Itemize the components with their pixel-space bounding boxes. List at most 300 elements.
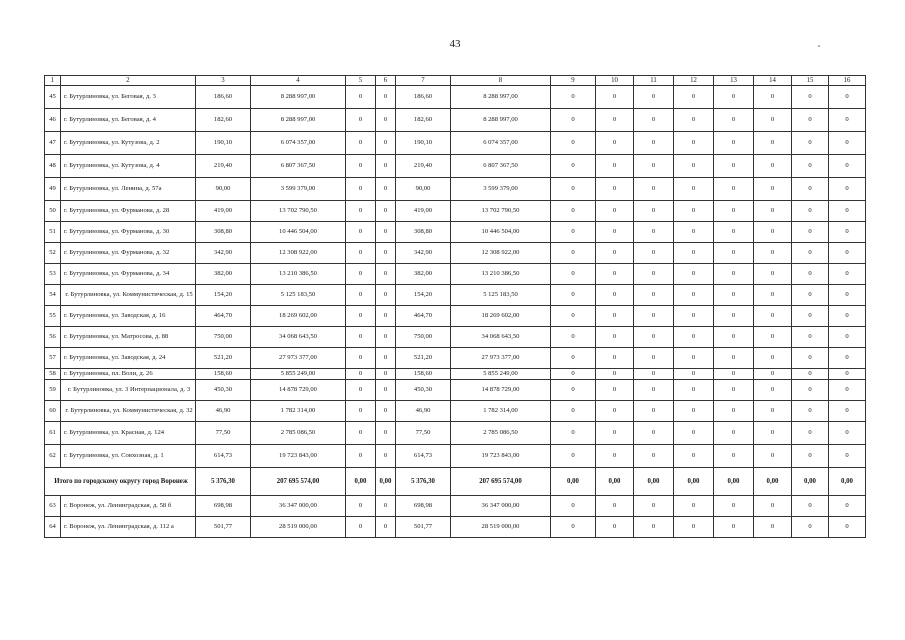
cost-col8-cell: 36 347 000,00 bbox=[451, 496, 551, 517]
col5-cell: 0 bbox=[346, 222, 376, 243]
row-number-cell: 51 bbox=[45, 222, 61, 243]
col5-cell: 0 bbox=[346, 243, 376, 264]
total-area-cell: 450,30 bbox=[196, 380, 251, 401]
total-cost-cell: 5 125 183,50 bbox=[251, 285, 346, 306]
cost-col8-cell: 13 210 386,50 bbox=[451, 264, 551, 285]
col14-cell: 0 bbox=[754, 445, 792, 468]
col13-cell: 0 bbox=[714, 285, 754, 306]
address-cell: г. Воронеж, ул. Ленинградская, д. 112 а bbox=[61, 517, 196, 538]
address-cell: г. Воронеж, ул. Ленинградская, д. 58 б bbox=[61, 496, 196, 517]
col16-cell: 0 bbox=[829, 222, 866, 243]
col11-cell: 0 bbox=[634, 445, 674, 468]
area-col7-cell: 154,20 bbox=[396, 285, 451, 306]
col6-cell: 0 bbox=[376, 327, 396, 348]
col13-cell: 0 bbox=[714, 222, 754, 243]
col14-cell: 0 bbox=[754, 517, 792, 538]
area-col7-cell: 190,10 bbox=[396, 132, 451, 155]
address-cell: г. Бутурлиновка, ул. Беговая, д. 3 bbox=[61, 86, 196, 109]
col11-cell: 0 bbox=[634, 86, 674, 109]
col5-cell: 0 bbox=[346, 422, 376, 445]
column-number-2: 2 bbox=[61, 76, 196, 86]
col15-cell: 0 bbox=[792, 222, 829, 243]
col14-cell: 0 bbox=[754, 264, 792, 285]
row-number-cell: 57 bbox=[45, 348, 61, 369]
col13-cell: 0 bbox=[714, 201, 754, 222]
col12-cell: 0 bbox=[674, 348, 714, 369]
col16-cell: 0 bbox=[829, 517, 866, 538]
col15-cell: 0 bbox=[792, 327, 829, 348]
col10-cell: 0 bbox=[596, 517, 634, 538]
col10-cell: 0 bbox=[596, 132, 634, 155]
col6-cell: 0 bbox=[376, 285, 396, 306]
row-number-cell: 54 bbox=[45, 285, 61, 306]
column-number-13: 13 bbox=[714, 76, 754, 86]
row-number-cell: 60 bbox=[45, 401, 61, 422]
col11-cell: 0 bbox=[634, 348, 674, 369]
col11-cell: 0 bbox=[634, 264, 674, 285]
row-number-cell: 61 bbox=[45, 422, 61, 445]
col9-cell: 0 bbox=[551, 380, 596, 401]
col16-cell: 0 bbox=[829, 86, 866, 109]
col15-cell: 0,00 bbox=[792, 468, 829, 496]
col10-cell: 0 bbox=[596, 201, 634, 222]
address-cell: г. Бутурлиновка, ул. Фурманова, д. 32 bbox=[61, 243, 196, 264]
area-col7-cell: 182,60 bbox=[396, 109, 451, 132]
col14-cell: 0 bbox=[754, 306, 792, 327]
col16-cell: 0 bbox=[829, 109, 866, 132]
col16-cell: 0 bbox=[829, 401, 866, 422]
col6-cell: 0 bbox=[376, 306, 396, 327]
total-cost-cell: 8 288 997,00 bbox=[251, 86, 346, 109]
col9-cell: 0 bbox=[551, 264, 596, 285]
address-cell: г. Бутурлиновка, ул. Фурманова, д. 28 bbox=[61, 201, 196, 222]
cost-col8-cell: 34 068 643,50 bbox=[451, 327, 551, 348]
col10-cell: 0 bbox=[596, 222, 634, 243]
col12-cell: 0 bbox=[674, 264, 714, 285]
cost-col8-cell: 19 723 843,00 bbox=[451, 445, 551, 468]
col5-cell: 0 bbox=[346, 306, 376, 327]
col6-cell: 0 bbox=[376, 401, 396, 422]
col12-cell: 0 bbox=[674, 445, 714, 468]
col10-cell: 0 bbox=[596, 327, 634, 348]
col14-cell: 0 bbox=[754, 178, 792, 201]
col16-cell: 0 bbox=[829, 348, 866, 369]
col15-cell: 0 bbox=[792, 201, 829, 222]
col12-cell: 0 bbox=[674, 109, 714, 132]
page-number: 43 bbox=[449, 38, 461, 50]
col13-cell: 0 bbox=[714, 369, 754, 380]
col10-cell: 0 bbox=[596, 306, 634, 327]
total-cost-cell: 3 599 379,00 bbox=[251, 178, 346, 201]
col14-cell: 0 bbox=[754, 243, 792, 264]
col12-cell: 0 bbox=[674, 306, 714, 327]
total-area-cell: 501,77 bbox=[196, 517, 251, 538]
total-area-cell: 342,90 bbox=[196, 243, 251, 264]
cost-col8-cell: 1 782 314,00 bbox=[451, 401, 551, 422]
row-number-cell: 47 bbox=[45, 132, 61, 155]
col11-cell: 0 bbox=[634, 496, 674, 517]
table-row bbox=[45, 327, 866, 348]
col12-cell: 0 bbox=[674, 201, 714, 222]
col9-cell: 0 bbox=[551, 155, 596, 178]
col10-cell: 0 bbox=[596, 380, 634, 401]
col11-cell: 0 bbox=[634, 201, 674, 222]
address-cell: г. Бутурлиновка, ул. Коммунистическая, д. 32 bbox=[61, 401, 196, 422]
col13-cell: 0 bbox=[714, 178, 754, 201]
row-number-cell: 50 bbox=[45, 201, 61, 222]
total-area-cell: 46,90 bbox=[196, 401, 251, 422]
col9-cell: 0 bbox=[551, 422, 596, 445]
total-cost-cell: 18 269 602,00 bbox=[251, 306, 346, 327]
col12-cell: 0 bbox=[674, 517, 714, 538]
col13-cell: 0 bbox=[714, 380, 754, 401]
area-col7-cell: 158,60 bbox=[396, 369, 451, 380]
col11-cell: 0 bbox=[634, 369, 674, 380]
column-number-8: 8 bbox=[451, 76, 551, 86]
col10-cell: 0 bbox=[596, 155, 634, 178]
total-area-cell: 77,50 bbox=[196, 422, 251, 445]
total-cost-cell: 19 723 843,00 bbox=[251, 445, 346, 468]
col11-cell: 0 bbox=[634, 285, 674, 306]
col10-cell: 0 bbox=[596, 348, 634, 369]
area-col7-cell: 46,90 bbox=[396, 401, 451, 422]
address-cell: г. Бутурлиновка, пл. Воли, д. 26 bbox=[61, 369, 196, 380]
address-cell: г. Бутурлиновка, ул. Заводская, д. 24 bbox=[61, 348, 196, 369]
area-col7-cell: 186,60 bbox=[396, 86, 451, 109]
col16-cell: 0,00 bbox=[829, 468, 866, 496]
col6-cell: 0 bbox=[376, 132, 396, 155]
total-area-cell: 154,20 bbox=[196, 285, 251, 306]
col6-cell: 0 bbox=[376, 178, 396, 201]
total-area-cell: 750,00 bbox=[196, 327, 251, 348]
col12-cell: 0 bbox=[674, 132, 714, 155]
table-row bbox=[45, 380, 866, 401]
total-cost-cell: 36 347 000,00 bbox=[251, 496, 346, 517]
col16-cell: 0 bbox=[829, 132, 866, 155]
col13-cell: 0 bbox=[714, 348, 754, 369]
total-area-cell: 464,70 bbox=[196, 306, 251, 327]
table-row bbox=[45, 132, 866, 155]
col6-cell: 0 bbox=[376, 369, 396, 380]
col15-cell: 0 bbox=[792, 243, 829, 264]
col5-cell: 0 bbox=[346, 348, 376, 369]
row-number-cell: 63 bbox=[45, 496, 61, 517]
table-row bbox=[45, 201, 866, 222]
col15-cell: 0 bbox=[792, 86, 829, 109]
col9-cell: 0 bbox=[551, 496, 596, 517]
col16-cell: 0 bbox=[829, 285, 866, 306]
col14-cell: 0 bbox=[754, 222, 792, 243]
col14-cell: 0 bbox=[754, 369, 792, 380]
total-cost-cell: 8 288 997,00 bbox=[251, 109, 346, 132]
col12-cell: 0 bbox=[674, 243, 714, 264]
area-col7-cell: 382,00 bbox=[396, 264, 451, 285]
total-cost-cell: 34 068 643,50 bbox=[251, 327, 346, 348]
row-number-cell: 64 bbox=[45, 517, 61, 538]
col6-cell: 0 bbox=[376, 201, 396, 222]
address-cell: г. Бутурлиновка, ул. Фурманова, д. 34 bbox=[61, 264, 196, 285]
col13-cell: 0 bbox=[714, 445, 754, 468]
col15-cell: 0 bbox=[792, 517, 829, 538]
area-col7-cell: 501,77 bbox=[396, 517, 451, 538]
cost-col8-cell: 6 074 357,00 bbox=[451, 132, 551, 155]
row-number-cell: 55 bbox=[45, 306, 61, 327]
col5-cell: 0 bbox=[346, 132, 376, 155]
cost-col8-cell: 8 288 997,00 bbox=[451, 109, 551, 132]
table-row bbox=[45, 243, 866, 264]
column-number-11: 11 bbox=[634, 76, 674, 86]
col5-cell: 0 bbox=[346, 155, 376, 178]
col6-cell: 0 bbox=[376, 348, 396, 369]
col15-cell: 0 bbox=[792, 422, 829, 445]
total-cost-cell: 13 702 790,50 bbox=[251, 201, 346, 222]
cost-col8-cell: 28 519 000,00 bbox=[451, 517, 551, 538]
col14-cell: 0 bbox=[754, 327, 792, 348]
row-number-cell: 48 bbox=[45, 155, 61, 178]
col9-cell: 0 bbox=[551, 306, 596, 327]
col12-cell: 0,00 bbox=[674, 468, 714, 496]
address-cell: г. Бутурлиновка, ул. Коммунистическая, д. 15 bbox=[61, 285, 196, 306]
col6-cell: 0 bbox=[376, 86, 396, 109]
cost-col8-cell: 13 702 790,50 bbox=[451, 201, 551, 222]
col13-cell: 0 bbox=[714, 155, 754, 178]
col9-cell: 0 bbox=[551, 109, 596, 132]
row-number-cell: 58 bbox=[45, 369, 61, 380]
col10-cell: 0 bbox=[596, 445, 634, 468]
col11-cell: 0 bbox=[634, 401, 674, 422]
cost-col8-cell: 5 855 249,00 bbox=[451, 369, 551, 380]
total-cost-cell: 12 308 922,00 bbox=[251, 243, 346, 264]
col9-cell: 0 bbox=[551, 86, 596, 109]
col6-cell: 0 bbox=[376, 109, 396, 132]
area-col7-cell: 521,20 bbox=[396, 348, 451, 369]
col16-cell: 0 bbox=[829, 327, 866, 348]
row-number-cell: 45 bbox=[45, 86, 61, 109]
col5-cell: 0 bbox=[346, 401, 376, 422]
col12-cell: 0 bbox=[674, 327, 714, 348]
col9-cell: 0 bbox=[551, 369, 596, 380]
table-row bbox=[45, 109, 866, 132]
col14-cell: 0,00 bbox=[754, 468, 792, 496]
col5-cell: 0 bbox=[346, 178, 376, 201]
table-row bbox=[45, 401, 866, 422]
row-number-cell: 56 bbox=[45, 327, 61, 348]
total-cost-cell: 207 695 574,00 bbox=[251, 468, 346, 496]
column-number-row bbox=[45, 76, 866, 86]
col6-cell: 0 bbox=[376, 445, 396, 468]
col15-cell: 0 bbox=[792, 306, 829, 327]
col9-cell: 0 bbox=[551, 348, 596, 369]
area-col7-cell: 698,98 bbox=[396, 496, 451, 517]
column-number-7: 7 bbox=[396, 76, 451, 86]
col16-cell: 0 bbox=[829, 178, 866, 201]
total-cost-cell: 2 785 086,50 bbox=[251, 422, 346, 445]
cost-col8-cell: 3 599 379,00 bbox=[451, 178, 551, 201]
col10-cell: 0 bbox=[596, 264, 634, 285]
total-row bbox=[45, 468, 866, 496]
address-cell: г. Бутурлиновка, ул. Ленина, д. 57а bbox=[61, 178, 196, 201]
col13-cell: 0 bbox=[714, 264, 754, 285]
table-row bbox=[45, 222, 866, 243]
col11-cell: 0 bbox=[634, 222, 674, 243]
total-area-cell: 190,10 bbox=[196, 132, 251, 155]
total-label-cell: Итого по городскому округу город Воронеж bbox=[45, 468, 196, 496]
total-cost-cell: 10 446 504,00 bbox=[251, 222, 346, 243]
column-number-10: 10 bbox=[596, 76, 634, 86]
total-area-cell: 5 376,30 bbox=[196, 468, 251, 496]
housing-table bbox=[44, 75, 866, 538]
area-col7-cell: 90,00 bbox=[396, 178, 451, 201]
col5-cell: 0 bbox=[346, 109, 376, 132]
total-area-cell: 182,60 bbox=[196, 109, 251, 132]
col12-cell: 0 bbox=[674, 401, 714, 422]
area-col7-cell: 450,30 bbox=[396, 380, 451, 401]
col6-cell: 0 bbox=[376, 264, 396, 285]
cost-col8-cell: 14 878 729,00 bbox=[451, 380, 551, 401]
col9-cell: 0 bbox=[551, 401, 596, 422]
col14-cell: 0 bbox=[754, 285, 792, 306]
address-cell: г. Бутурлиновка, ул. Кутузова, д. 2 bbox=[61, 132, 196, 155]
total-cost-cell: 1 782 314,00 bbox=[251, 401, 346, 422]
row-number-cell: 59 bbox=[45, 380, 61, 401]
col9-cell: 0 bbox=[551, 243, 596, 264]
row-number-cell: 52 bbox=[45, 243, 61, 264]
column-number-16: 16 bbox=[829, 76, 866, 86]
col15-cell: 0 bbox=[792, 380, 829, 401]
col9-cell: 0 bbox=[551, 445, 596, 468]
col5-cell: 0 bbox=[346, 285, 376, 306]
table-body bbox=[45, 76, 866, 538]
col9-cell: 0 bbox=[551, 201, 596, 222]
col9-cell: 0 bbox=[551, 178, 596, 201]
col10-cell: 0 bbox=[596, 422, 634, 445]
col13-cell: 0 bbox=[714, 109, 754, 132]
col15-cell: 0 bbox=[792, 369, 829, 380]
cost-col8-cell: 12 308 922,00 bbox=[451, 243, 551, 264]
col9-cell: 0 bbox=[551, 222, 596, 243]
table-row bbox=[45, 86, 866, 109]
col14-cell: 0 bbox=[754, 401, 792, 422]
area-col7-cell: 342,90 bbox=[396, 243, 451, 264]
column-number-9: 9 bbox=[551, 76, 596, 86]
area-col7-cell: 464,70 bbox=[396, 306, 451, 327]
col9-cell: 0 bbox=[551, 132, 596, 155]
cost-col8-cell: 2 785 086,50 bbox=[451, 422, 551, 445]
cost-col8-cell: 27 973 377,00 bbox=[451, 348, 551, 369]
col11-cell: 0 bbox=[634, 109, 674, 132]
col11-cell: 0 bbox=[634, 155, 674, 178]
col10-cell: 0 bbox=[596, 86, 634, 109]
col16-cell: 0 bbox=[829, 155, 866, 178]
total-cost-cell: 13 210 386,50 bbox=[251, 264, 346, 285]
col10-cell: 0 bbox=[596, 178, 634, 201]
col14-cell: 0 bbox=[754, 348, 792, 369]
col10-cell: 0 bbox=[596, 369, 634, 380]
total-area-cell: 219,40 bbox=[196, 155, 251, 178]
total-cost-cell: 28 519 000,00 bbox=[251, 517, 346, 538]
col16-cell: 0 bbox=[829, 380, 866, 401]
col14-cell: 0 bbox=[754, 496, 792, 517]
col15-cell: 0 bbox=[792, 155, 829, 178]
table-row bbox=[45, 155, 866, 178]
col5-cell: 0 bbox=[346, 517, 376, 538]
col11-cell: 0 bbox=[634, 380, 674, 401]
total-cost-cell: 6 074 357,00 bbox=[251, 132, 346, 155]
address-cell: г. Бутурлиновка, ул. 3 Интернационала, д. 3 bbox=[61, 380, 196, 401]
area-col7-cell: 5 376,30 bbox=[396, 468, 451, 496]
table-row bbox=[45, 422, 866, 445]
column-number-1: 1 bbox=[45, 76, 61, 86]
col16-cell: 0 bbox=[829, 496, 866, 517]
col11-cell: 0,00 bbox=[634, 468, 674, 496]
col14-cell: 0 bbox=[754, 380, 792, 401]
col15-cell: 0 bbox=[792, 264, 829, 285]
total-area-cell: 90,00 bbox=[196, 178, 251, 201]
col13-cell: 0,00 bbox=[714, 468, 754, 496]
address-cell: г. Бутурлиновка, ул. Беговая, д. 4 bbox=[61, 109, 196, 132]
col16-cell: 0 bbox=[829, 201, 866, 222]
col5-cell: 0 bbox=[346, 327, 376, 348]
col12-cell: 0 bbox=[674, 178, 714, 201]
col5-cell: 0 bbox=[346, 264, 376, 285]
col12-cell: 0 bbox=[674, 422, 714, 445]
cost-col8-cell: 10 446 504,00 bbox=[451, 222, 551, 243]
table-row bbox=[45, 445, 866, 468]
col11-cell: 0 bbox=[634, 243, 674, 264]
col9-cell: 0 bbox=[551, 517, 596, 538]
col16-cell: 0 bbox=[829, 369, 866, 380]
cost-col8-cell: 5 125 183,50 bbox=[451, 285, 551, 306]
col15-cell: 0 bbox=[792, 178, 829, 201]
col10-cell: 0 bbox=[596, 285, 634, 306]
total-cost-cell: 6 807 367,50 bbox=[251, 155, 346, 178]
col14-cell: 0 bbox=[754, 155, 792, 178]
table-row bbox=[45, 178, 866, 201]
row-number-cell: 53 bbox=[45, 264, 61, 285]
col6-cell: 0 bbox=[376, 496, 396, 517]
col11-cell: 0 bbox=[634, 306, 674, 327]
table-row bbox=[45, 285, 866, 306]
col11-cell: 0 bbox=[634, 132, 674, 155]
col10-cell: 0 bbox=[596, 243, 634, 264]
col14-cell: 0 bbox=[754, 422, 792, 445]
col5-cell: 0 bbox=[346, 369, 376, 380]
col12-cell: 0 bbox=[674, 222, 714, 243]
col14-cell: 0 bbox=[754, 109, 792, 132]
address-cell: г. Бутурлиновка, ул. Красная, д. 124 bbox=[61, 422, 196, 445]
col10-cell: 0 bbox=[596, 401, 634, 422]
scan-speck bbox=[818, 45, 820, 47]
row-number-cell: 49 bbox=[45, 178, 61, 201]
column-number-15: 15 bbox=[792, 76, 829, 86]
col15-cell: 0 bbox=[792, 285, 829, 306]
col5-cell: 0 bbox=[346, 445, 376, 468]
col6-cell: 0 bbox=[376, 243, 396, 264]
col9-cell: 0 bbox=[551, 285, 596, 306]
col11-cell: 0 bbox=[634, 517, 674, 538]
col16-cell: 0 bbox=[829, 445, 866, 468]
col14-cell: 0 bbox=[754, 132, 792, 155]
col11-cell: 0 bbox=[634, 178, 674, 201]
table-row bbox=[45, 517, 866, 538]
total-area-cell: 698,98 bbox=[196, 496, 251, 517]
col6-cell: 0 bbox=[376, 517, 396, 538]
table-row bbox=[45, 348, 866, 369]
column-number-6: 6 bbox=[376, 76, 396, 86]
col12-cell: 0 bbox=[674, 369, 714, 380]
col13-cell: 0 bbox=[714, 401, 754, 422]
cost-col8-cell: 8 288 997,00 bbox=[451, 86, 551, 109]
